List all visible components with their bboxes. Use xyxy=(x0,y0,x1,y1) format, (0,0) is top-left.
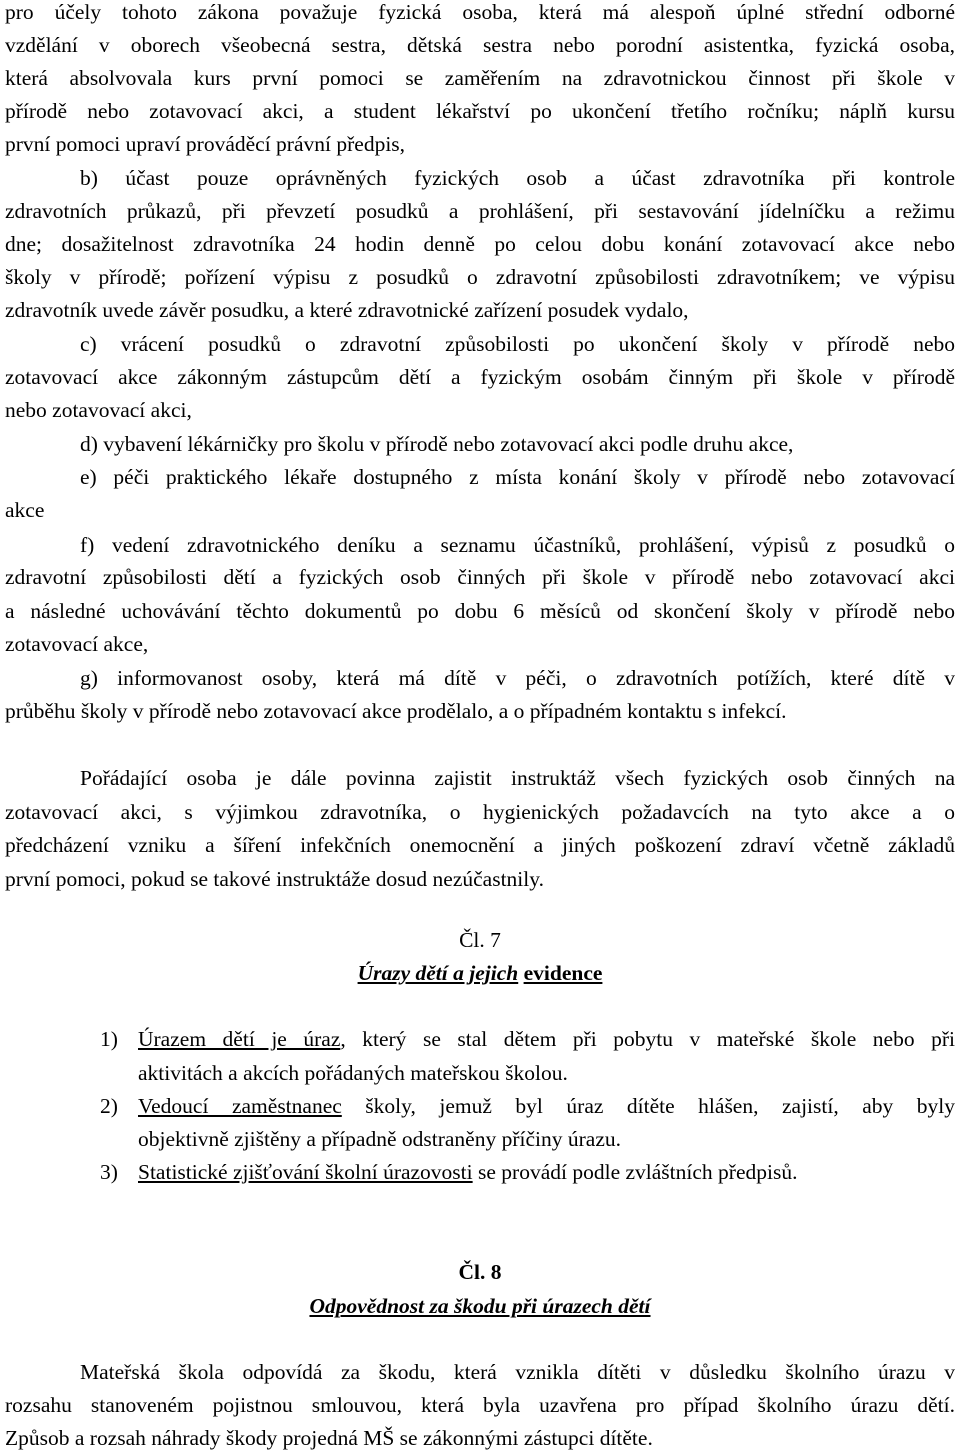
list-item-2-text: školy, jemuž byl úraz dítěte hlášen, zajistí, aby byly xyxy=(341,1094,955,1118)
article-7-title xyxy=(0,958,960,988)
paragraph-line: Mateřská škola odpovídá za škodu, která vznikla dítěti v důsledku školního úrazu v xyxy=(80,1360,955,1384)
list-item-b: b) účast pouze oprávněných fyzických osob a účast zdravotníka při kontrole xyxy=(80,166,955,190)
article-7-title-part2: evidence xyxy=(523,961,603,985)
text-line: vzdělání v oborech všeobecná sestra, dětská sestra nebo porodní asistentka, fyzická osoba, xyxy=(5,33,955,57)
article-8-title xyxy=(0,1291,960,1321)
article-7-number: Čl. 7 xyxy=(459,928,501,952)
text-line: která absolvovala kurs první pomoci se zaměřením na zdravotnickou činnost při škole v xyxy=(5,66,955,90)
paragraph-line: zotavovací akci, s výjimkou zdravotníka, o hygienických požadavcích na tyto akce a o xyxy=(5,800,955,824)
list-item-3-underlined: Statistické zjišťování školní úrazovosti xyxy=(138,1160,473,1184)
text-line: školy v přírodě; pořízení výpisu z posudků o zdravotní způsobilosti zdravotníkem; ve výpisu xyxy=(5,265,955,289)
list-item-1-text: , který se stal dětem při pobytu v mateřské škole nebo při xyxy=(340,1027,955,1051)
paragraph-line: předcházení vzniku a šíření infekčních onemocnění a jiných poškození zdraví včetně základů xyxy=(5,833,955,857)
article-8-number: Čl. 8 xyxy=(458,1260,502,1284)
list-number: 1) xyxy=(100,1027,118,1051)
article-7-title-part1: Úrazy dětí a jejich xyxy=(357,961,519,985)
text-line: zotavovací akce, xyxy=(5,632,149,656)
list-item-3-text: se provádí podle zvláštních předpisů. xyxy=(472,1160,798,1184)
list-item-1-underlined: Úrazem dětí je úraz xyxy=(138,1027,341,1051)
list-item-f: f) vedení zdravotnického deníku a seznamu účastníků, prohlášení, výpisů z posudků o xyxy=(80,533,955,557)
list-number: 2) xyxy=(100,1094,118,1118)
list-item-2 xyxy=(138,1091,955,1121)
text-line: průběhu školy v přírodě nebo zotavovací akce prodělalo, a o případném kontaktu s infekcí. xyxy=(5,699,787,723)
list-item-3 xyxy=(138,1157,955,1187)
list-item-1-line2: aktivitách a akcích pořádaných mateřskou školou. xyxy=(138,1061,568,1085)
article-8-title-text: Odpovědnost za škodu při úrazech dětí xyxy=(309,1294,651,1318)
list-item-g: g) informovanost osoby, která má dítě v péči, o zdravotních potížích, které dítě v xyxy=(80,666,955,690)
list-item-c: c) vrácení posudků o zdravotní způsobilosti po ukončení školy v přírodě nebo xyxy=(80,332,955,356)
text-line: pro účely tohoto zákona považuje fyzická osoba, která má alespoň úplné střední odborné xyxy=(5,0,955,24)
text-line: přírodě nebo zotavovací akci, a student lékařství po ukončení třetího ročníku; náplň kursu xyxy=(5,99,955,123)
list-item-2-line2: objektivně zjištěny a případně odstraněny příčiny úrazu. xyxy=(138,1127,621,1151)
text-line: první pomoci upraví prováděcí právní předpis, xyxy=(5,132,406,156)
text-line: akce xyxy=(5,498,45,522)
list-item-d: d) vybavení lékárničky pro školu v přírodě nebo zotavovací akci podle druhu akce, xyxy=(80,432,794,456)
paragraph-line: Způsob a rozsah náhrady škody projedná MŠ se zákonnými zástupci dítěte. xyxy=(5,1426,653,1450)
list-item-e: e) péči praktického lékaře dostupného z místa konání školy v přírodě nebo zotavovací xyxy=(80,465,955,489)
list-item-2-underlined: Vedoucí zaměstnanec xyxy=(138,1094,342,1118)
text-line: a následné uchovávání těchto dokumentů po dobu 6 měsíců od skončení školy v přírodě nebo xyxy=(5,599,955,623)
paragraph-line: Pořádající osoba je dále povinna zajistit instruktáž všech fyzických osob činných na xyxy=(80,766,955,790)
text-line: zdravotní způsobilosti dětí a fyzických osob činných při škole v přírodě nebo zotavovací akci xyxy=(5,565,955,589)
text-line: nebo zotavovací akci, xyxy=(5,398,192,422)
list-item-1 xyxy=(138,1024,955,1054)
paragraph-line: rozsahu stanoveném pojistnou smlouvou, která byla uzavřena pro případ školního úrazu dětí. xyxy=(5,1393,955,1417)
paragraph-line: první pomoci, pokud se takové instruktáže dosud nezúčastnily. xyxy=(5,867,544,891)
list-number: 3) xyxy=(100,1160,118,1184)
text-line: zdravotník uvede závěr posudku, a které zdravotnické zařízení posudek vydalo, xyxy=(5,298,689,322)
text-line: zdravotních průkazů, při převzetí posudků a prohlášení, při sestavování jídelníčku a režimu xyxy=(5,199,955,223)
text-line: dne; dosažitelnost zdravotníka 24 hodin denně po celou dobu konání zotavovací akce nebo xyxy=(5,232,955,256)
text-line: zotavovací akce zákonným zástupcům dětí a fyzickým osobám činným při škole v přírodě xyxy=(5,365,955,389)
